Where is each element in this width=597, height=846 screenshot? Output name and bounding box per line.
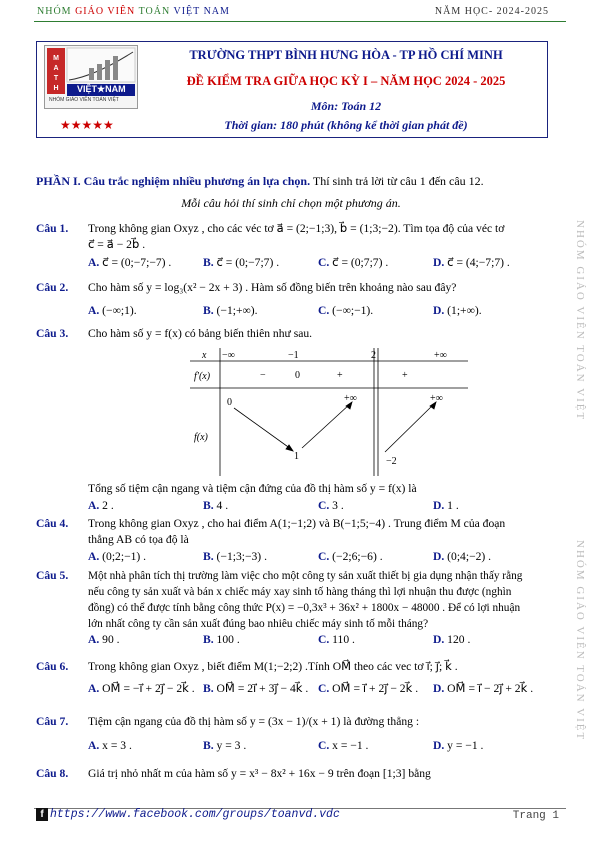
- question-5: [36, 568, 552, 652]
- option-letter: C.: [318, 499, 330, 512]
- option-b[interactable]: B. 100 .: [203, 633, 240, 646]
- header-word-3: TOÁN: [138, 6, 174, 17]
- option-letter: C.: [318, 304, 330, 317]
- section-title: PHẦN I. Câu trắc nghiệm nhiều phương án lựa chọn.: [36, 174, 311, 188]
- option-d[interactable]: D. 120 .: [433, 633, 471, 646]
- option-d[interactable]: D. (1;+∞).: [433, 304, 482, 317]
- question-line: Tiệm cận ngang của đồ thị hàm số y = (3x − 1)/(x + 1) là đường thẳng :: [88, 715, 420, 728]
- option-letter: C.: [318, 739, 330, 752]
- exam-time: Thời gian: 180 phút (không kể thời gian phát đề): [224, 118, 468, 132]
- footer-link[interactable]: [36, 808, 340, 821]
- logo-text: VIỆT★NAM: [77, 84, 126, 94]
- option-b[interactable]: B. OM⃗ = 2i⃗ + 3j⃗ − 4k⃗ .: [203, 682, 309, 695]
- x-value: 2: [371, 350, 376, 361]
- header-word-2: GIÁO VIÊN: [75, 6, 139, 17]
- option-letter: D.: [433, 550, 445, 563]
- option-b[interactable]: B. (−1;+∞).: [203, 304, 258, 317]
- x-value: +∞: [434, 350, 447, 361]
- x-value: −∞: [222, 350, 235, 361]
- option-letter: A.: [88, 739, 100, 752]
- question-label: Câu 7.: [36, 715, 69, 728]
- logo: [44, 45, 138, 109]
- option-letter: D.: [433, 499, 445, 512]
- exam-title: ĐỀ KIỂM TRA GIỮA HỌC KỲ I – NĂM HỌC 2024 - 2025: [186, 74, 506, 88]
- option-letter: B.: [203, 633, 214, 646]
- option-letter: B.: [203, 550, 214, 563]
- option-letter: B.: [203, 256, 214, 269]
- derivative-zero: 0: [295, 370, 300, 381]
- option-a[interactable]: A. (0;2;−1) .: [88, 550, 147, 563]
- option-b[interactable]: B. c⃗ = (0;−7;7) .: [203, 256, 280, 269]
- question-7: [36, 714, 552, 754]
- question-line: c⃗ = a⃗ − 2b⃗ .: [88, 238, 146, 251]
- header-word-1: NHÓM: [37, 6, 76, 17]
- option-d[interactable]: D. y = −1 .: [433, 739, 484, 752]
- question-line: thẳng AB có tọa độ là: [88, 533, 189, 546]
- option-a[interactable]: A. x = 3 .: [88, 739, 132, 752]
- f-value: 1: [294, 451, 299, 462]
- section-heading: [36, 174, 484, 189]
- question-label: Câu 4.: [36, 517, 69, 530]
- option-a[interactable]: A. 2 .: [88, 499, 114, 512]
- facebook-icon: f: [36, 808, 48, 821]
- question-line: Trong không gian Oxyz , cho các véc tơ a⃗ = (2;−1;3), b⃗ = (1;3;−2). Tìm tọa độ của véc tơ: [88, 222, 505, 235]
- option-letter: A.: [88, 550, 100, 563]
- question-line: Giá trị nhỏ nhất m của hàm số y = x³ − 8x² + 16x − 9 trên đoạn [1;3] bằng: [88, 767, 431, 780]
- option-c[interactable]: C. x = −1 .: [318, 739, 369, 752]
- option-d[interactable]: D. 1 .: [433, 499, 459, 512]
- row-label-derivative: f′(x): [194, 371, 211, 382]
- section-instruction: Thí sinh trả lời từ câu 1 đến câu 12.: [310, 174, 484, 188]
- question-4: [36, 516, 552, 566]
- rating-stars-icon: ★★★★★: [60, 118, 114, 132]
- header-group-name: [37, 6, 230, 17]
- question-3-continued: [36, 481, 552, 517]
- option-a[interactable]: A. 90 .: [88, 633, 120, 646]
- option-letter: A.: [88, 682, 100, 695]
- row-label-function: f(x): [194, 432, 208, 443]
- question-line: Trong không gian Oxyz , biết điểm M(1;−2;2) .Tính OM⃗ theo các vec tơ i⃗; j⃗; k⃗ .: [88, 660, 458, 673]
- svg-text:M: M: [53, 55, 59, 62]
- option-d[interactable]: D. OM⃗ = i⃗ − 2j⃗ + 2k⃗ .: [433, 682, 534, 695]
- variation-table: [190, 348, 468, 476]
- option-letter: C.: [318, 682, 330, 695]
- option-d[interactable]: D. (0;4;−2) .: [433, 550, 492, 563]
- options: [88, 632, 552, 648]
- option-c[interactable]: C. (−∞;−1).: [318, 304, 374, 317]
- question-1: [36, 221, 552, 277]
- option-c[interactable]: C. OM⃗ = i⃗ + 2j⃗ − 2k⃗ .: [318, 682, 419, 695]
- question-text: [88, 516, 552, 548]
- school-name: TRƯỜNG THPT BÌNH HƯNG HÒA - TP HỒ CHÍ MINH: [189, 48, 503, 62]
- option-a[interactable]: A. c⃗ = (0;−7;−7) .: [88, 256, 172, 269]
- option-a[interactable]: A. OM⃗ = −i⃗ + 2j⃗ − 2k⃗ .: [88, 682, 195, 695]
- question-line: lớn nhất công ty cần sản xuất đúng bao nhiêu chiếc máy sinh tố mỗi tháng?: [88, 618, 429, 630]
- f-value: +∞: [430, 393, 443, 404]
- svg-text:T: T: [53, 75, 59, 82]
- question-line: nếu công ty sản xuất và bán x chiếc máy xay sinh tố hàng tháng thì lợi nhuận thu được (nghìn: [88, 586, 512, 598]
- question-text: [88, 221, 552, 253]
- question-label: Câu 2.: [36, 281, 69, 294]
- options: [88, 738, 552, 754]
- watermark: NHÓM GIÁO VIÊN TOÁN VIỆT: [574, 220, 586, 422]
- option-letter: B.: [203, 499, 214, 512]
- question-label: Câu 3.: [36, 327, 69, 340]
- option-c[interactable]: C. c⃗ = (0;7;7) .: [318, 256, 389, 269]
- x-value: −1: [288, 350, 299, 361]
- options: [88, 681, 552, 697]
- question-line: Một nhà phân tích thị trường làm việc cho một công ty sản xuất thiết bị gia dụng nhận thấy rằng: [88, 570, 523, 582]
- option-c[interactable]: C. 3 .: [318, 499, 344, 512]
- option-letter: A.: [88, 633, 100, 646]
- option-d[interactable]: D. c⃗ = (4;−7;7) .: [433, 256, 510, 269]
- option-letter: D.: [433, 256, 445, 269]
- question-label: Câu 5.: [36, 569, 69, 582]
- logo-subtitle: NHÓM GIÁO VIÊN TOÁN VIỆT: [49, 97, 119, 103]
- option-letter: D.: [433, 304, 445, 317]
- header-divider: [34, 21, 566, 22]
- options: [88, 303, 552, 319]
- school-year: NĂM HỌC- 2024-2025: [434, 6, 549, 17]
- derivative-sign: +: [402, 370, 408, 381]
- watermark: NHÓM GIÁO VIÊN TOÁN VIỆT: [574, 540, 586, 742]
- facebook-url[interactable]: https://www.facebook.com/groups/toanvd.vdc: [50, 808, 340, 821]
- option-a[interactable]: A. (−∞;1).: [88, 304, 137, 317]
- question-label: Câu 6.: [36, 660, 69, 673]
- page-number: Trang 1: [512, 810, 559, 822]
- question-3: [36, 326, 552, 346]
- question-6: [36, 659, 552, 699]
- question-line: đồng) có thể được tính bằng công thức P(x) = −0,3x³ + 36x² + 1800x − 48000 . Để có lợi nhuận: [88, 602, 521, 614]
- option-letter: D.: [433, 633, 445, 646]
- option-letter: A.: [88, 304, 100, 317]
- options: [88, 255, 552, 271]
- option-letter: B.: [203, 682, 214, 695]
- section-note: Mỗi câu hỏi thí sinh chỉ chọn một phương án.: [181, 196, 401, 210]
- option-b[interactable]: B. y = 3 .: [203, 739, 247, 752]
- option-letter: B.: [203, 304, 214, 317]
- options: [88, 549, 552, 565]
- f-value: +∞: [344, 393, 357, 404]
- svg-text:H: H: [53, 85, 59, 92]
- option-letter: C.: [318, 256, 330, 269]
- f-value: 0: [227, 397, 232, 408]
- question-line: Cho hàm số y = log₃(x² − 2x + 3) . Hàm số đồng biến trên khoảng nào sau đây?: [88, 281, 457, 294]
- f-value: −2: [386, 456, 397, 467]
- question-text: [88, 568, 552, 632]
- question-line: Tổng số tiệm cận ngang và tiệm cận đứng của đồ thị hàm số y = f(x) là: [88, 482, 417, 495]
- question-line: Trong không gian Oxyz , cho hai điểm A(1;−1;2) và B(−1;5;−4) . Trung điểm M của đoạn: [88, 517, 506, 530]
- row-label-x: x: [202, 350, 207, 361]
- option-letter: A.: [88, 499, 100, 512]
- header-word-4: VIỆT NAM: [173, 6, 230, 17]
- option-letter: B.: [203, 739, 214, 752]
- svg-text:A: A: [53, 65, 59, 72]
- derivative-sign: −: [260, 370, 266, 381]
- option-b[interactable]: B. (−1;3;−3) .: [203, 550, 267, 563]
- option-c[interactable]: C. 110 .: [318, 633, 355, 646]
- question-label: Câu 8.: [36, 767, 69, 780]
- subject: Môn: Toán 12: [310, 99, 382, 113]
- question-8: [36, 766, 552, 786]
- option-letter: C.: [318, 633, 330, 646]
- option-b[interactable]: B. 4 .: [203, 499, 229, 512]
- question-2: [36, 280, 552, 320]
- option-letter: C.: [318, 550, 330, 563]
- derivative-sign: +: [337, 370, 343, 381]
- question-label: Câu 1.: [36, 222, 69, 235]
- option-c[interactable]: C. (−2;6;−6) .: [318, 550, 383, 563]
- option-letter: D.: [433, 739, 445, 752]
- question-line: Cho hàm số y = f(x) có bảng biến thiên như sau.: [88, 327, 313, 340]
- options: [88, 498, 552, 514]
- option-letter: A.: [88, 256, 100, 269]
- option-letter: D.: [433, 682, 445, 695]
